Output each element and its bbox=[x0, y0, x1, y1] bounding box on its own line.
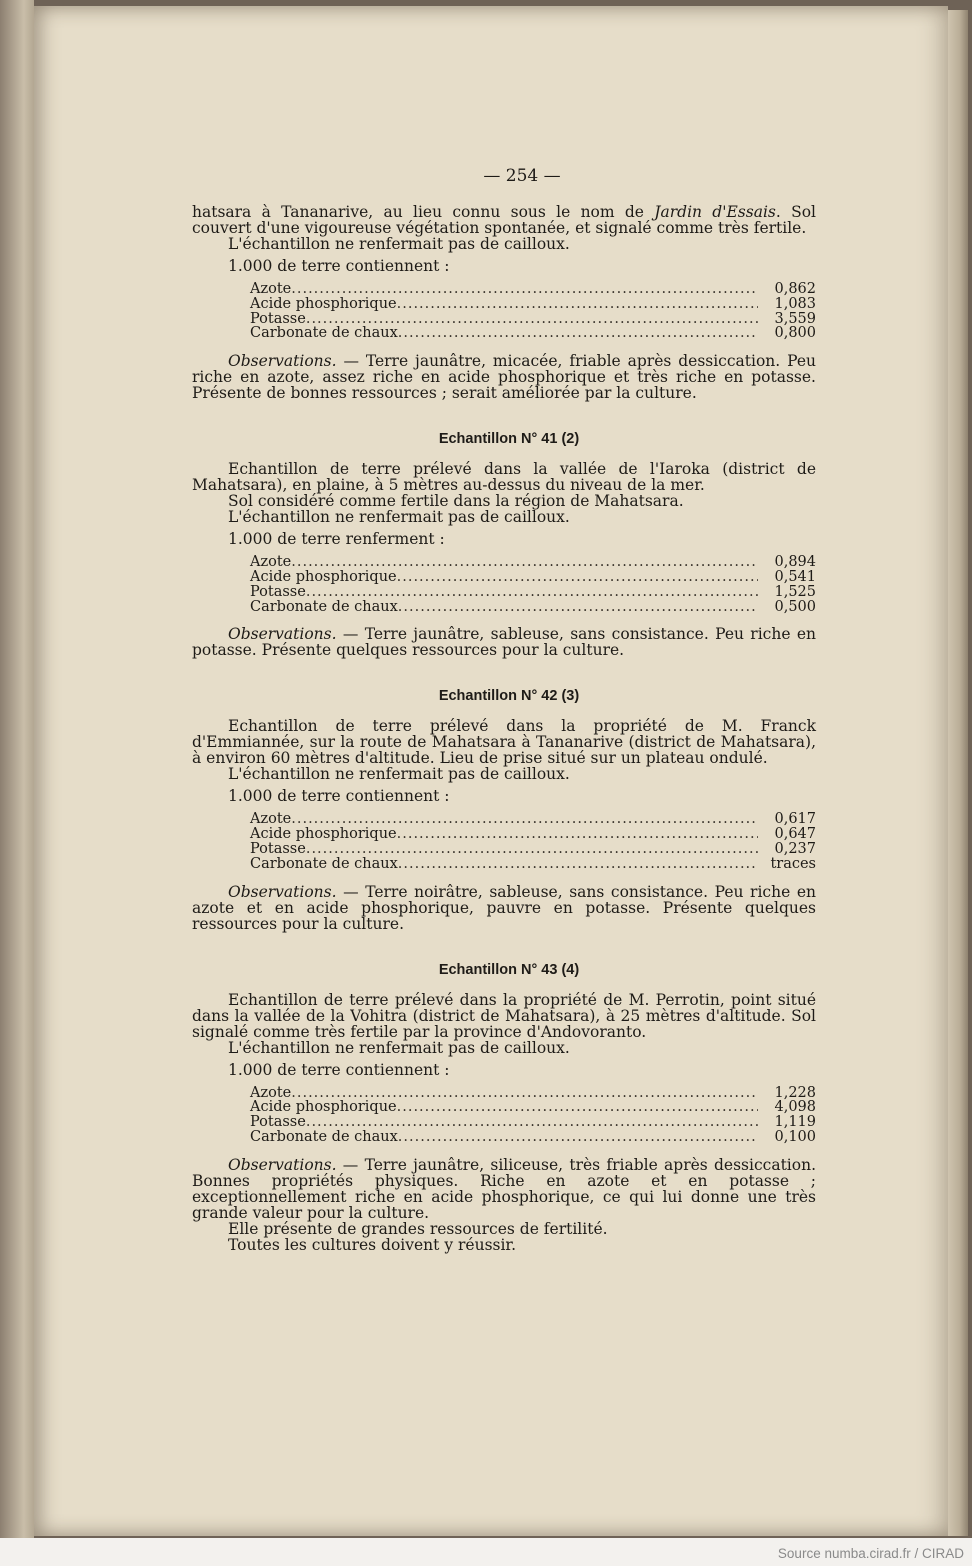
observations-paragraph bbox=[192, 1157, 816, 1221]
sample-paragraph: Echantillon de terre prélevé dans la vallée de l'Iaroka (district de Mahatsara), en plaine, à 5 mètres au-dessus du niveau de la mer. bbox=[192, 460, 816, 495]
section-heading-41: Echantillon N° 41 (2) bbox=[438, 431, 580, 448]
table-row: Potasse ..... 0,237 bbox=[250, 842, 816, 857]
table-row: Carbonate de chaux ..... 0,800 bbox=[250, 326, 816, 341]
no-stones-line: L'échantillon ne renfermait pas de cailloux. bbox=[228, 235, 570, 253]
table-row: Azote ..... 1,228 bbox=[250, 1086, 816, 1101]
table-row: Carbonate de chaux ..... traces bbox=[250, 857, 816, 872]
observations-label: Observations. bbox=[228, 882, 337, 901]
fertility-line: Elle présente de grandes ressources de fertilité. bbox=[228, 1219, 608, 1238]
contains-line: 1.000 de terre contiennent : bbox=[228, 787, 450, 806]
table-row: Acide phosphorique ..... 4,098 bbox=[250, 1100, 816, 1115]
table-row: Potasse ..... 1,525 bbox=[250, 585, 816, 600]
no-stones-line: L'échantillon ne renfermait pas de cailloux. bbox=[228, 1038, 570, 1057]
table-row: Acide phosphorique ..... 0,541 bbox=[250, 570, 816, 585]
no-stones-line: L'échantillon ne renfermait pas de cailloux. bbox=[228, 508, 570, 527]
table-row: Potasse ..... 3,559 bbox=[250, 312, 816, 327]
no-stones-line: L'échantillon ne renfermait pas de cailloux. bbox=[228, 765, 570, 784]
table-row: Azote ..... 0,862 bbox=[250, 282, 816, 297]
analysis-table bbox=[250, 812, 816, 871]
observations-label: Observations. bbox=[228, 352, 337, 371]
contains-line: 1.000 de terre contiennent : bbox=[228, 1060, 450, 1079]
table-row: Acide phosphorique ..... 0,647 bbox=[250, 827, 816, 842]
jardin-essais-italic: Jardin d'Essais bbox=[654, 203, 776, 221]
table-row: Azote ..... 0,894 bbox=[250, 555, 816, 570]
observations-text: — Terre jaunâtre, micacée, friable après dessiccation. Peu riche en azote, assez riche en acide phosphorique et très riche en potasse. Présente de bonnes ressources ; serait améliorée par la culture. bbox=[192, 352, 816, 403]
intro-paragraph bbox=[192, 204, 816, 236]
cultures-line: Toutes les cultures doivent y réussir. bbox=[228, 1235, 517, 1254]
section-heading-43: Echantillon N° 43 (4) bbox=[438, 961, 580, 978]
book-binding-edge bbox=[0, 0, 34, 1538]
table-row: Carbonate de chaux ..... 0,100 bbox=[250, 1130, 816, 1145]
fertile-line: Sol considéré comme fertile dans la région de Mahatsara. bbox=[228, 492, 684, 511]
intro-text: hatsara à Tananarive, au lieu connu sous le nom de bbox=[192, 203, 655, 221]
section-heading-42: Echantillon N° 42 (3) bbox=[438, 688, 580, 705]
observations-label: Observations. bbox=[228, 625, 337, 644]
page-text bbox=[192, 168, 816, 1253]
table-row: Azote ..... 0,617 bbox=[250, 812, 816, 827]
observations-paragraph bbox=[192, 353, 816, 401]
table-row: Potasse ..... 1,119 bbox=[250, 1115, 816, 1130]
observations-label: Observations. bbox=[228, 1155, 337, 1174]
table-row: Acide phosphorique ..... 1,083 bbox=[250, 297, 816, 312]
observations-text: — Terre jaunâtre, sableuse, sans consistance. Peu riche en potasse. Présente quelques ressources pour la culture. bbox=[192, 625, 816, 660]
table-row: Carbonate de chaux ..... 0,500 bbox=[250, 600, 816, 615]
analysis-table bbox=[250, 282, 816, 341]
analysis-table bbox=[250, 555, 816, 614]
analysis-table bbox=[250, 1086, 816, 1145]
observations-paragraph bbox=[192, 884, 816, 932]
contains-line: 1.000 de terre renferment : bbox=[228, 530, 445, 549]
intro-text-tail: . Sol couvert d'une vigoureuse végétation spontanée, et signalé comme très fertile. bbox=[192, 203, 817, 237]
page-edge bbox=[948, 10, 968, 1536]
source-credit: Source numba.cirad.fr / CIRAD bbox=[777, 1546, 964, 1561]
sample-paragraph: Echantillon de terre prélevé dans la propriété de M. Franck d'Emmiannée, sur la route de Mahatsara à Tananarive (district de Mahatsara), à environ 60 mètres d'altitude. Lieu de prise situé sur un plateau ondulé. bbox=[192, 717, 816, 768]
page-number: — 254 — bbox=[483, 166, 561, 186]
contains-line: 1.000 de terre contiennent : bbox=[228, 257, 450, 275]
observations-text: — Terre noirâtre, sableuse, sans consistance. Peu riche en azote et en acide phosphorique, pauvre en potasse. Présente quelques ressources pour la culture. bbox=[192, 882, 816, 933]
sample-paragraph: Echantillon de terre prélevé dans la propriété de M. Perrotin, point situé dans la vallée de la Vohitra (district de Mahatsara), à 25 mètres d'altitude. Sol signalé comme très fertile par la province d'Andovoranto. bbox=[192, 990, 816, 1041]
observations-paragraph bbox=[192, 626, 816, 658]
observations-text: — Terre jaunâtre, siliceuse, très friable après dessiccation. Bonnes propriétés physiques. Riche en azote et en potasse ; exceptionnellement riche en acide phosphorique, ce qui lui donne une très grande valeur pour la culture. bbox=[192, 1155, 816, 1222]
